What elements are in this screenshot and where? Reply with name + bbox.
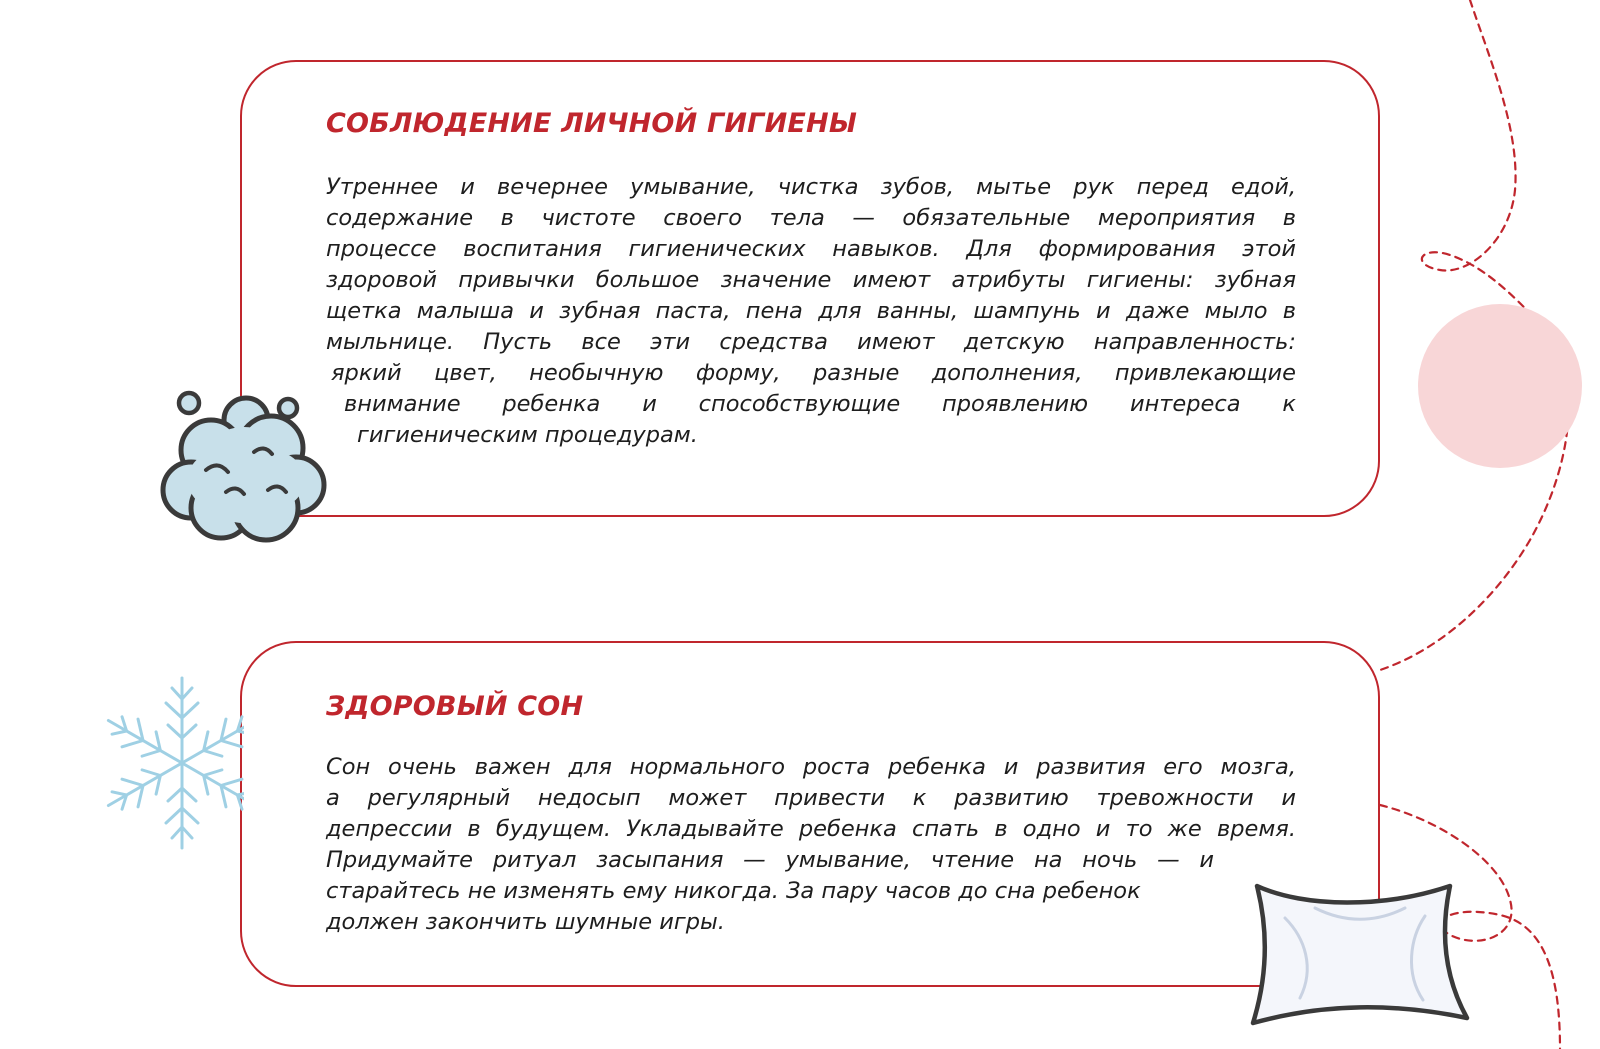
text-line: старайтесь не изменять ему никогда. За пару часов до сна ребенок [326,878,1141,904]
hygiene-text [326,172,1296,451]
text-line: содержание в чистоте своего тела — обязательные мероприятия в [326,205,1296,231]
text-line: гигиеническим процедурам. [357,422,698,448]
sleep-card [240,641,1380,987]
text-line: Сон очень важен для нормального роста ребенка и развития его мозга, [326,754,1296,780]
sleep-title: ЗДОРОВЫЙ СОН [326,691,584,722]
text-line: должен закончить шумные игры. [326,909,725,935]
text-line: внимание ребенка и способствующие проявлению интереса к [344,391,1296,417]
text-line: мыльнице. Пусть все эти средства имеют детскую направленность: [326,329,1296,355]
text-line: депрессии в будущем. Укладывайте ребенка спать в одно и то же время. [326,816,1296,842]
sleep-text [326,752,1296,938]
pillow-icon [1245,878,1475,1033]
text-line: Утреннее и вечернее умывание, чистка зубов, мытье рук перед едой, [326,174,1296,200]
snowflake-icon [104,668,244,858]
text-line: Придумайте ритуал засыпания — умывание, чтение на ночь — и [326,847,1214,873]
text-line: а регулярный недосып может привести к развитию тревожности и [326,785,1296,811]
text-line: яркий цвет, необычную форму, разные дополнения, привлекающие [331,360,1296,386]
hygiene-card [240,60,1380,517]
pink-circle-decoration [1418,304,1582,468]
text-line: щетка малыша и зубная паста, пена для ванны, шампунь и даже мыло в [326,298,1296,324]
text-line: процессе воспитания гигиенических навыков. Для формирования этой [326,236,1296,262]
soap-foam-icon [156,380,336,550]
text-line: здоровой привычки большое значение имеют атрибуты гигиены: зубная [326,267,1296,293]
hygiene-title: СОБЛЮДЕНИЕ ЛИЧНОЙ ГИГИЕНЫ [326,108,857,139]
